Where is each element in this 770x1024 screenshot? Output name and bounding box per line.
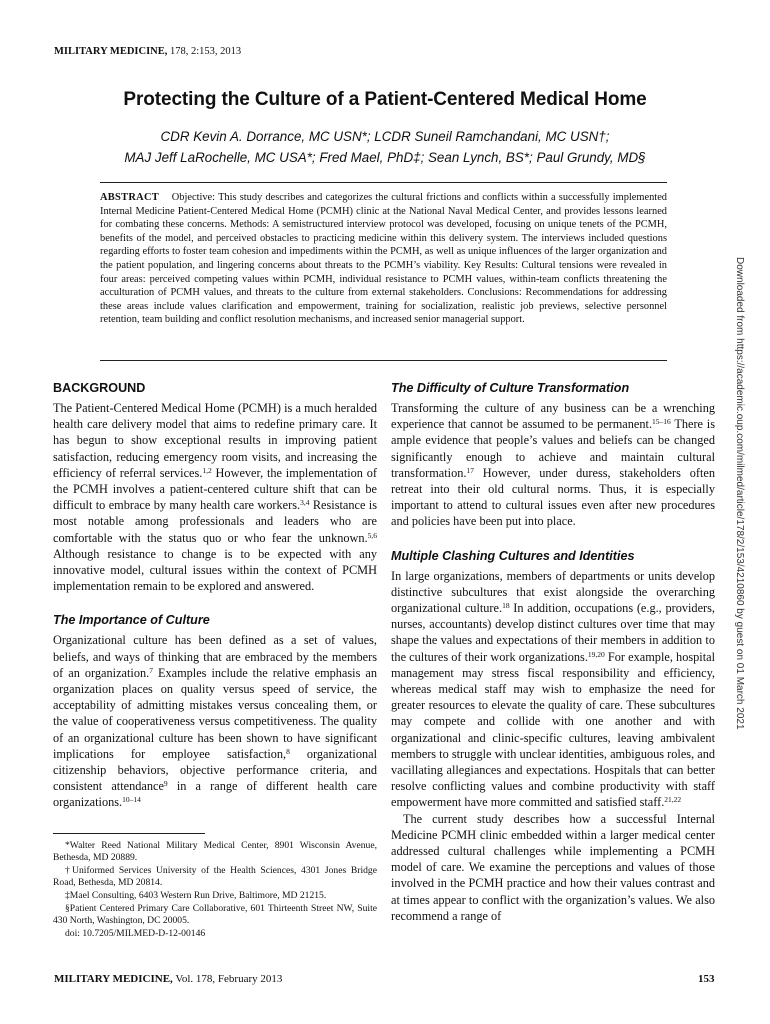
- footnote-3: ‡Mael Consulting, 6403 Western Run Drive, Baltimore, MD 21215.: [65, 890, 327, 902]
- citation-ref: 19,20: [587, 649, 605, 659]
- right-column: [391, 380, 715, 924]
- doi: doi: 10.7205/MILMED-D-12-00146: [65, 927, 206, 939]
- abstract-top-rule: [100, 182, 667, 183]
- footer-issue: Vol. 178, February 2013: [172, 973, 283, 985]
- author-line-2: MAJ Jeff LaRochelle, MC USA*; Fred Mael, PhD‡; Sean Lynch, BS*; Paul Grundy, MD§: [124, 150, 646, 165]
- download-watermark: Downloaded from https://academic.oup.com/milmed/article/178/2/153/4210860 by guest on 01 March 2021: [734, 257, 745, 730]
- clashing-paragraph: In large organizations, members of departments or units develop distinctive subcultures that exist alongside the overarching organizational culture.$^{18}$ In addition, occupations (e.g., providers, nurses, accountants) develop distinct cultures over time that may shape the values and expectations of their members in addition to the cultures of their work organizations.$^{19,20}$ For example, hospital management may stress fiscal responsibility and efficiency, whereas medical staff may wish to emphasize the need for greater resources to elevate the quality of care. These subcultures may compete and collide with one another and with organizational and clinic-specific cultures, leaving ambivalent members to struggle with unclear identities, ambiguous roles, and vacillating allegiances and expectations. Hospitals that can better resolve conflicting values and combine productivity with staff empowerment have more committed and satisfied staff.$^{21,22}$: [391, 568, 715, 810]
- abstract-bottom-rule: [100, 360, 667, 361]
- background-heading: BACKGROUND: [53, 381, 146, 395]
- citation-ref: 7: [149, 665, 153, 675]
- citation-ref: 15–16: [652, 417, 671, 427]
- page-number: 153: [698, 973, 715, 985]
- footnote-rule: [53, 833, 205, 834]
- importance-paragraph: Organizational culture has been defined as a set of values, beliefs, and ways of thinking that are embraced by the members of an organization.$^7$ Examples include the relative emphasis an organization places on quality versus speed of service, the acceptability of admitting mistakes versus concealing them, or the value of cooperativeness versus competitiveness. The quality of an organizational culture has been shown to have significant implications for employee satisfaction,$^8$ organizational citizenship behaviors, objective performance criteria, and consistent attendance$^9$ in a range of different health care organizations.$^{10-14}$: [53, 633, 378, 810]
- citation-ref: 3,4: [300, 498, 310, 508]
- citation-ref: 18: [502, 601, 510, 611]
- citation-ref: 17: [466, 465, 474, 475]
- author-list: [60, 126, 710, 168]
- importance-heading: The Importance of Culture: [53, 613, 210, 628]
- author-line-1: CDR Kevin A. Dorrance, MC USN*; LCDR Suneil Ramchandani, MC USN†;: [160, 129, 610, 144]
- running-header: [54, 46, 241, 57]
- footer-citation: [54, 973, 282, 985]
- article-title: Protecting the Culture of a Patient-Centered Medical Home: [123, 89, 647, 110]
- clashing-heading: Multiple Clashing Cultures and Identities: [391, 548, 635, 563]
- left-column: [53, 380, 377, 940]
- citation-ref: 1,2: [202, 465, 212, 475]
- citation-ref: 10–14: [122, 795, 141, 805]
- citation-ref: 5,6: [367, 530, 377, 540]
- abstract: [100, 191, 667, 327]
- journal-name: MILITARY MEDICINE,: [54, 46, 168, 57]
- footnote-2: †Uniformed Services University of the Health Sciences, 4301 Jones Bridge Road, Bethesda, MD 20814.: [53, 864, 377, 889]
- citation-ref: 21,22: [664, 795, 682, 805]
- background-paragraph: The Patient-Centered Medical Home (PCMH) is a much heralded health care delivery model that aims to redefine primary care. It has begun to show exceptional results in improving patient satisfaction, reducing emergency room visits, and increasing the efficiency of referral services.$^{1,2}$ However, the implementation of the PCMH involves a patient-centered culture shift that can be difficult to embrace by many health care workers.$^{3,4}$ Resistance is most notable among professionals and leaders who are comfortable with the status quo or who fear the unknown.$^{5,6}$ Although resistance to change is to be expected with any innovative model, cultural issues within the context of PCMH implementation remain to be explored and answered.: [53, 401, 378, 594]
- footer-journal: MILITARY MEDICINE,: [54, 973, 173, 985]
- difficulty-paragraph: Transforming the culture of any business can be a wrenching experience that cannot be assumed to be permanent.$^{15-16}$ There is ample evidence that people’s values and beliefs can be changed significantly enough to achieve and maintain cultural transformation.$^{17}$ However, under duress, stakeholders often retreat into their old cultural norms. Thus, it is especially important to attend to cultural issues even after new procedures and policies have been put into place.: [391, 401, 715, 529]
- study-paragraph: The current study describes how a successful Internal Medicine PCMH clinic embedded within a larger medical center addressed cultural challenges while implementing a PCMH model of care. We examine the perceptions and values of those involved in the PCMH practice and how their values contrast and at times appear to conflict with the organization’s values. We also recommend a range of: [391, 811, 715, 923]
- citation-ref: 8: [286, 746, 290, 756]
- citation: 178, 2:153, 2013: [167, 46, 242, 57]
- footnote-1: *Walter Reed National Military Medical Center, 8901 Wisconsin Avenue, Bethesda, MD 20889.: [53, 839, 377, 864]
- citation-ref: 9: [163, 779, 168, 789]
- difficulty-heading: The Difficulty of Culture Transformation: [391, 381, 630, 395]
- abstract-label: ABSTRACT: [100, 192, 159, 203]
- abstract-text: Objective: This study describes and categorizes the cultural frictions and conflicts within a successfully implemented Internal Medicine Patient-Centered Medical Home (PCMH) clinic at the National Naval Medical Center, and provides lessons learned for combating these concerns. Methods: A semistructured interview protocol was developed, focusing on unique tenets of the PCMH, benefits of the model, and perceived obstacles to practicing medicine within this delivery system. The interviews included questions regarding efforts to foster team cohesion and impediments within the PCMH, as well as unique influences of the larger organization and the patient population, and lingering concerns about threats to the PCMH’s viability. Key Results: Cultural tensions were revealed in four areas: perceived competing values within PCMH, individual resistance to PCMH values, within-team conflicts threatening the acculturation of PCMH values, and threats to the culture from external stakeholders. Conclusions: Recommendations for addressing these areas include values clarification and empowerment, training for socialization, realistic job previews, selective personnel retention, team building and conflict resolution mechanisms, and increased senior managerial support.: [100, 192, 668, 326]
- footnote-4: §Patient Centered Primary Care Collaborative, 601 Thirteenth Street NW, Suite 430 North, Washington, DC 20005.: [53, 902, 377, 927]
